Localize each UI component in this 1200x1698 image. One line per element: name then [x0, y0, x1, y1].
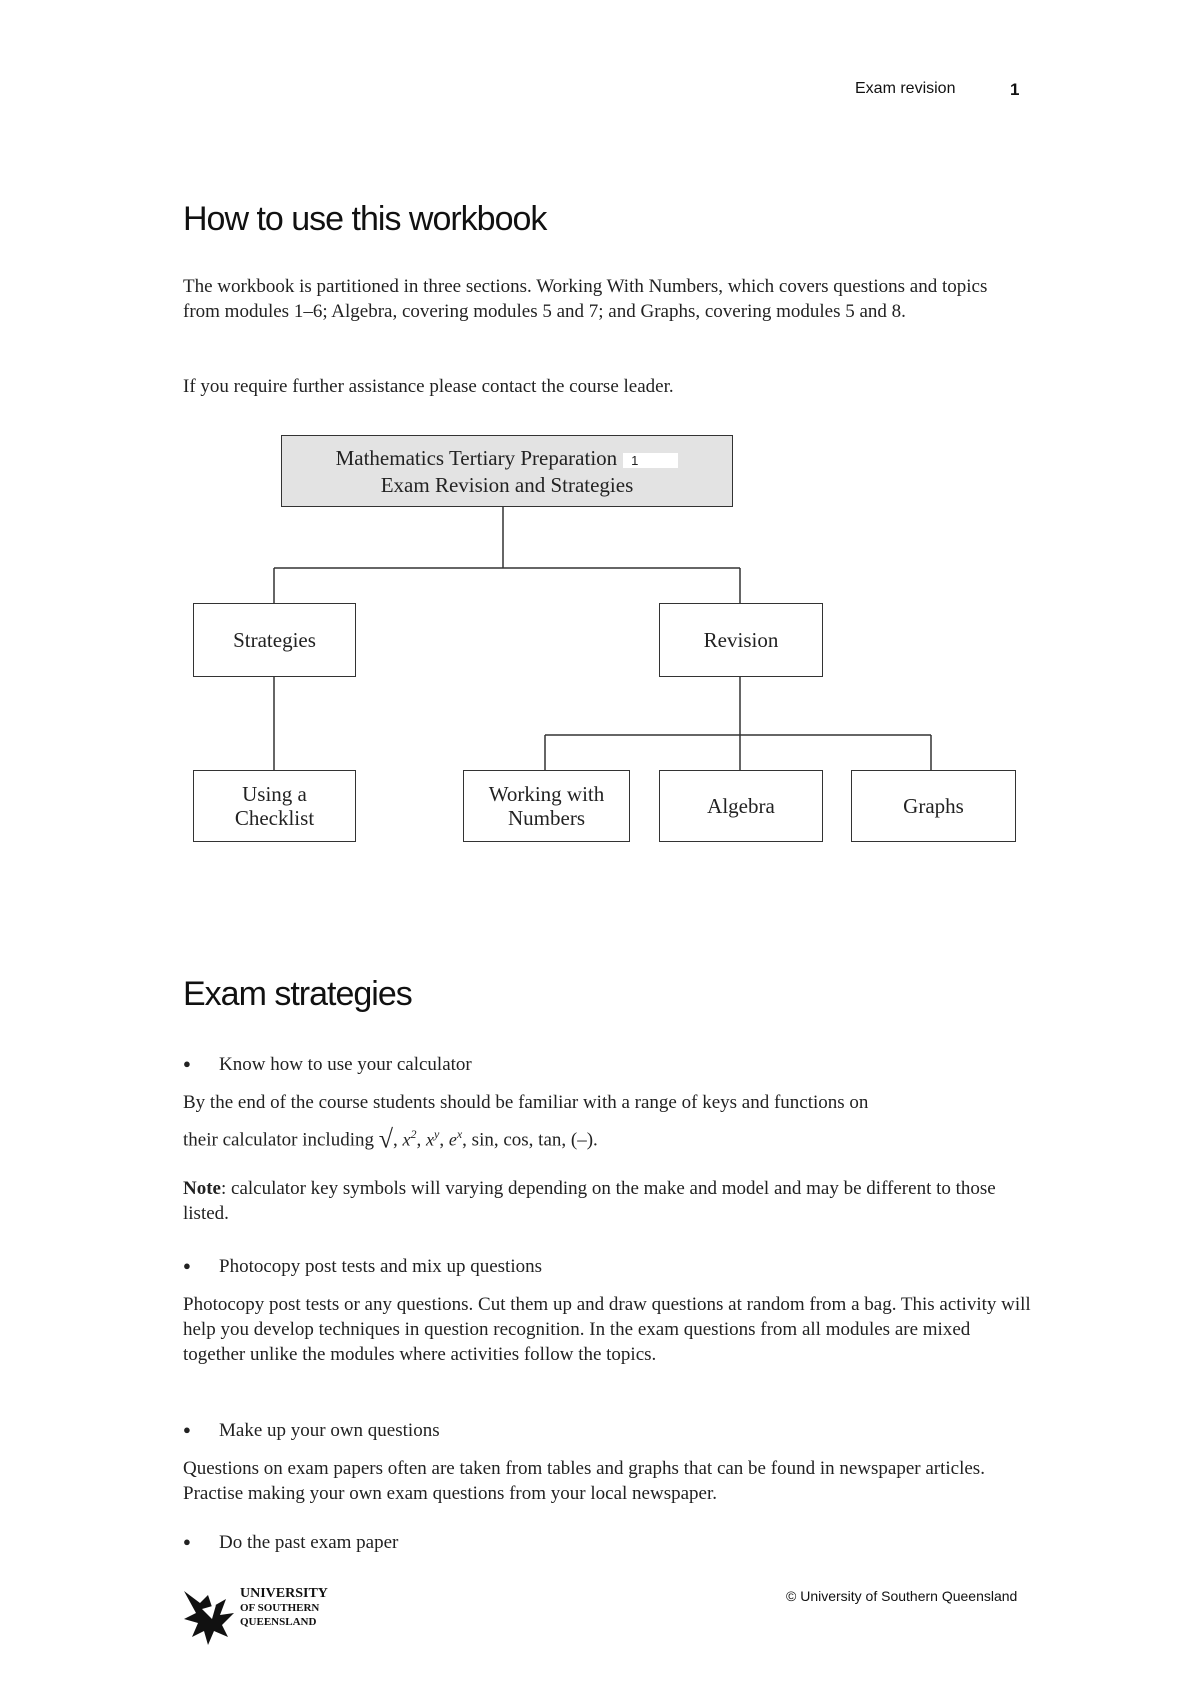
running-header-title: Exam revision: [855, 80, 956, 97]
assistance-paragraph: If you require further assistance please contact the course leader.: [183, 376, 674, 397]
usq-logo-wordmark: [240, 1587, 328, 1629]
wwn-line1: Working with: [488, 782, 605, 806]
bullet-dot: ●: [183, 1258, 191, 1273]
calculator-paragraph-line1: By the end of the course students should be familiar with a range of keys and functions on: [183, 1092, 869, 1113]
diagram-box-revision: Revision: [659, 603, 823, 677]
bullet-past-exam-text: Do the past exam paper: [219, 1532, 399, 1553]
diagram-box-strategies: Strategies: [193, 603, 356, 677]
calculator-line2-suffix: , sin, cos, tan, (–).: [462, 1129, 598, 1151]
e-power-x-base: e: [448, 1129, 457, 1150]
workbook-structure-diagram: [180, 425, 1020, 855]
main-box-line1: Mathematics Tertiary Preparation: [335, 445, 618, 470]
sqrt-symbol: √: [378, 1124, 394, 1154]
diagram-box-graphs: Graphs: [851, 770, 1016, 842]
bullet-own-questions: [183, 1418, 440, 1444]
page-number: 1: [1010, 80, 1020, 99]
bullet-photocopy: [183, 1254, 542, 1280]
x-power-y-exp: y: [434, 1127, 440, 1141]
x-squared-exp: 2: [410, 1127, 417, 1141]
bullet-dot: ●: [183, 1056, 191, 1071]
checklist-line2: Checklist: [234, 806, 315, 830]
section-title-how-to-use: How to use this workbook: [183, 200, 547, 238]
diagram-box-working-with-numbers: [463, 770, 630, 842]
usq-logo: [182, 1585, 342, 1649]
x-power-y-base: x: [426, 1129, 435, 1150]
checklist-line1: Using a: [242, 782, 307, 806]
logo-line1: UNIVERSITY: [240, 1586, 328, 1601]
own-questions-paragraph: Questions on exam papers often are taken from tables and graphs that can be found in newspaper articles. Practise making your own exam questions from your local newspaper.: [183, 1458, 985, 1504]
bullet-calculator-text: Know how to use your calculator: [219, 1054, 472, 1075]
logo-line2: OF SOUTHERN: [240, 1602, 320, 1614]
calculator-note: [183, 1176, 1028, 1226]
x-squared-base: x: [402, 1129, 411, 1150]
bullet-dot: ●: [183, 1422, 191, 1437]
diagram-box-checklist: [193, 770, 356, 842]
intro-paragraph: The workbook is partitioned in three sections. Working With Numbers, which covers questions and topics from modules 1–6; Algebra, covering modules 5 and 7; and Graphs, covering modules 5 and 8.: [183, 276, 988, 322]
bullet-dot: ●: [183, 1534, 191, 1549]
logo-line3: QUEENSLAND: [240, 1616, 317, 1628]
calculator-paragraph-line2: their calculator including √, $x^2$, $x^y$, $e^x$, sin, cos, tan, (–).: [183, 1124, 598, 1154]
bullet-photocopy-text: Photocopy post tests and mix up questions: [219, 1256, 542, 1277]
bullet-calculator: [183, 1052, 472, 1078]
note-label: Note: [183, 1178, 221, 1199]
main-box-ref: 1: [623, 453, 678, 468]
diagram-box-main: [281, 435, 733, 507]
main-box-line2: Exam Revision and Strategies: [380, 472, 634, 497]
calculator-line2-prefix: their calculator including: [183, 1129, 374, 1151]
section-title-exam-strategies: Exam strategies: [183, 975, 412, 1013]
e-power-x-exp: x: [456, 1127, 463, 1141]
main-box-line1-row: [336, 446, 679, 473]
wwn-line2: Numbers: [508, 806, 585, 830]
bullet-own-questions-text: Make up your own questions: [219, 1420, 440, 1441]
photocopy-paragraph: Photocopy post tests or any questions. Cut them up and draw questions at random from a bag. This activity will help you develop techniques in question recognition. In the exam questions from all modules are mixed together unlike the modules where activities follow the topics.: [183, 1294, 1031, 1365]
bullet-past-exam: [183, 1530, 398, 1556]
note-text: : calculator key symbols will varying depending on the make and model and may be different to those listed.: [183, 1178, 996, 1224]
diagram-box-algebra: Algebra: [659, 770, 823, 842]
footer-copyright: © University of Southern Queensland: [786, 1588, 1018, 1604]
